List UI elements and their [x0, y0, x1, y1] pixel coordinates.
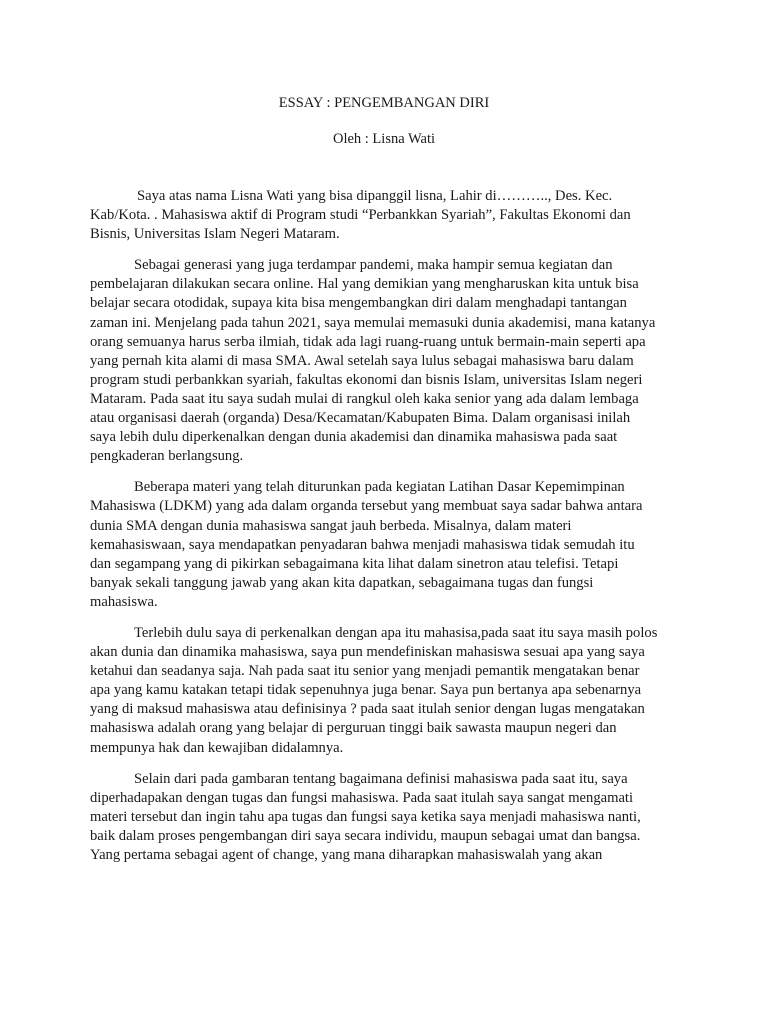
paragraph-line: mempunya hak dan kewajiban didalamnya.: [90, 739, 344, 756]
author-line: Oleh : Lisna Wati: [332, 131, 436, 147]
paragraph-line: zaman ini. Menjelang pada tahun 2021, saya memulai memasuki dunia akademisi, mana katanya: [90, 314, 656, 331]
paragraph-line: kemahasiswaan, saya mendapatkan penyadaran bahwa menjadi mahasiswa tidak semudah itu: [90, 536, 635, 553]
paragraph-line: yang pernah kita alami di masa SMA. Awal setelah saya lulus sebagai mahasiswa baru dalam: [90, 352, 634, 369]
paragraph-line: saya lebih dulu diperkenalkan dengan dunia akademisi dan dinamika mahasiswa pada saat: [90, 429, 618, 446]
paragraph-line: diperhadapakan dengan tugas dan fungsi mahasiswa. Pada saat itulah saya sangat mengamati: [90, 789, 634, 806]
paragraph-line: baik dalam proses pengembangan diri saya secara individu, maupun sebagai umat dan bangsa.: [90, 827, 641, 844]
paragraph-line: Bisnis, Universitas Islam Negeri Mataram.: [90, 226, 340, 243]
paragraph-line: Mahasiswa (LDKM) yang ada dalam organda tersebut yang membuat saya sadar bahwa antara: [90, 498, 643, 515]
paragraph-line: yang di maksud mahasiswa atau definisinya ? pada saat itulah senior dengan lugas mengatakan: [90, 701, 645, 718]
paragraph: [90, 770, 682, 865]
paragraph-line: materi tersebut dan ingin tahu apa tugas dan fungsi saya ketika saya menjadi mahasiswa nanti,: [90, 808, 641, 825]
paragraph-line: Saya atas nama Lisna Wati yang bisa dipanggil lisna, Lahir di……….., Des. Kec.: [137, 188, 613, 204]
paragraph-line: pengkaderan berlangsung.: [90, 448, 244, 465]
paragraph-line: Mataram. Pada saat itu saya sudah mulai di rangkul oleh kaka senior yang ada dalam lembaga: [90, 390, 639, 407]
paragraph-line: Terlebih dulu saya di perkenalkan dengan apa itu mahasisa,pada saat itu saya masih polos: [134, 624, 658, 641]
paragraph-line: program studi perbankkan syariah, fakultas ekonomi dan bisnis Islam, universitas Islam negeri: [90, 371, 643, 388]
paragraph-line: pembelajaran dilakukan secara online. Hal yang demikian yang mengharuskan kita untuk bisa: [90, 276, 639, 293]
paragraph-line: mahasiswa adalah orang yang belajar di perguruan tinggi baik sawasta maupun negeri dan: [90, 720, 617, 737]
paragraph: [90, 256, 682, 466]
paragraph: [90, 478, 682, 612]
paragraph-line: Selain dari pada gambaran tentang bagaimana definisi mahasiswa pada saat itu, saya: [134, 770, 628, 787]
paragraph-line: orang semuanya harus serba ilmiah, tidak ada lagi ruang-ruang untuk bermain-main seperti apa: [90, 333, 646, 350]
paragraph-line: Sebagai generasi yang juga terdampar pandemi, maka hampir semua kegiatan dan: [134, 257, 613, 274]
paragraph-line: atau organisasi daerah (organda) Desa/Kecamatan/Kabupaten Bima. Dalam organisasi inilah: [90, 410, 631, 427]
essay-title: ESSAY : PENGEMBANGAN DIRI: [278, 95, 490, 111]
paragraph: [90, 624, 682, 758]
paragraph-line: mahasiswa.: [90, 593, 158, 610]
paragraph-line: apa yang kamu katakan tetapi tidak sepenuhnya juga benar. Saya pun bertanya apa sebenarnya: [90, 682, 642, 699]
paragraph-line: ketahui dan seadanya saja. Nah pada saat itu senior yang menjadi pemantik mengatakan benar: [90, 663, 640, 680]
essay-body: [90, 187, 682, 877]
paragraph-line: Kab/Kota. . Mahasiswa aktif di Program studi “Perbankkan Syariah”, Fakultas Ekonomi dan: [90, 207, 631, 224]
paragraph-line: akan dunia dan dinamika mahasiswa, saya pun mendefiniskan mahasiswa sesuai apa yang saya: [90, 644, 645, 661]
paragraph: [90, 187, 682, 244]
paragraph-line: Beberapa materi yang telah diturunkan pada kegiatan Latihan Dasar Kepemimpinan: [134, 479, 625, 496]
paragraph-line: dunia SMA dengan dunia mahasiswa sangat jauh berbeda. Misalnya, dalam materi: [90, 517, 572, 534]
paragraph-line: belajar secara otodidak, supaya kita bisa mengembangkan diri dalam menghadapi tantangan: [90, 295, 627, 312]
paragraph-line: dan segampang yang di pikirkan sebagaimana kita lihat dalam sinetron atau telefisi. Tetapi: [90, 555, 619, 572]
paragraph-line: banyak sekali tanggung jawab yang akan kita dapatkan, sebagaimana tugas dan fungsi: [90, 574, 594, 591]
paragraph-line: Yang pertama sebagai agent of change, yang mana diharapkan mahasiswalah yang akan: [90, 847, 603, 863]
